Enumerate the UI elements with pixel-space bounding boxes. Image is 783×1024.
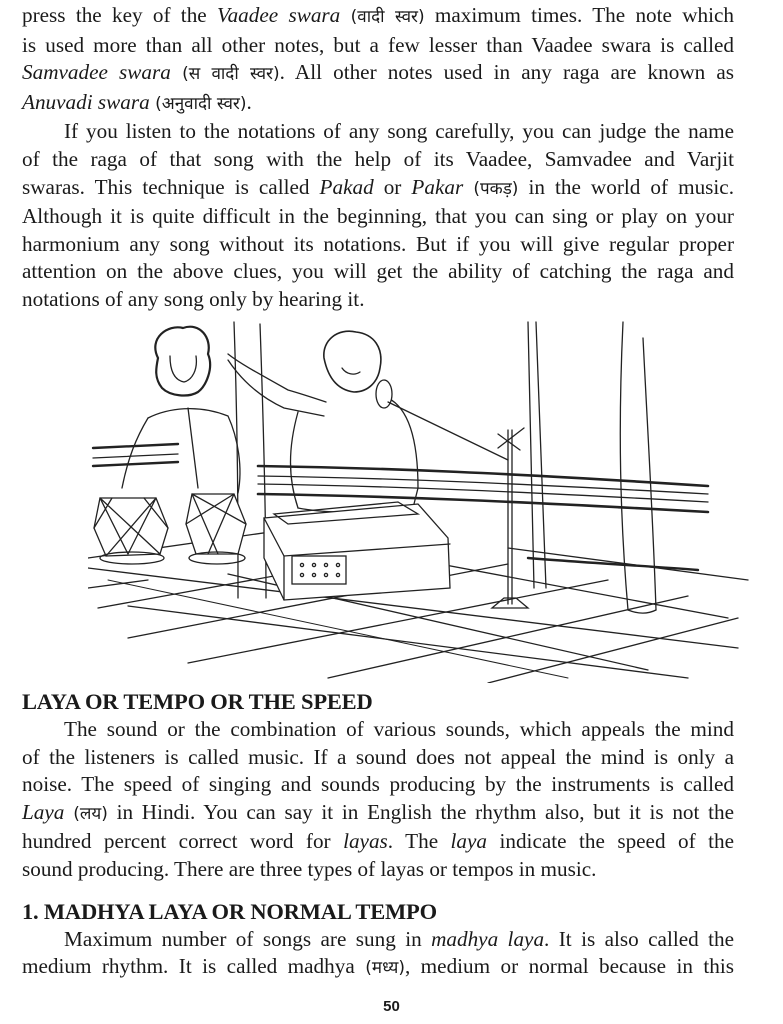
text-line: attention on the above clues, you will get the ability of catching the raga and [22, 259, 734, 284]
text: . It is also called the [544, 926, 735, 951]
text-line: notations of any song only by hearing it. [22, 286, 365, 311]
text-line: If you listen to the notations of any song carefully, you can judge the name [64, 119, 734, 144]
harmonium [264, 502, 450, 600]
text: or [373, 174, 412, 199]
text-line: sound producing. There are three types of layas or tempos in music. [22, 856, 597, 881]
devanagari-term: (स वादी स्वर) [170, 64, 280, 85]
text-line: is used more than all other notes, but a few lesser than Vaadee swara is called [22, 32, 734, 57]
text-line: of the listeners is called music. If a sound does not appeal the mind is only a [22, 744, 734, 769]
devanagari-term: (पकड़) [463, 178, 519, 199]
text: in the world of music. [518, 174, 735, 199]
text: press the key of the [22, 3, 217, 27]
musicians-illustration [88, 318, 768, 683]
devanagari-term: (अनुवादी स्वर) [149, 93, 247, 114]
italic-term: Pakad [319, 174, 374, 199]
text-line: noise. The speed of singing and sounds producing by the instruments is called [22, 772, 734, 797]
italic-term: Vaadee swara [216, 3, 341, 27]
text: maximum times. The note which [424, 3, 734, 27]
tabla-drum [94, 498, 168, 564]
devanagari-term: (लय) [64, 803, 108, 824]
italic-term: madhya laya [431, 926, 545, 951]
devanagari-term: (वादी स्वर) [340, 7, 425, 27]
text-line [22, 953, 734, 983]
paragraph-laya [22, 716, 734, 884]
text: . [246, 89, 252, 114]
text: . The [387, 829, 451, 854]
italic-term: layas [343, 829, 388, 854]
section-heading: LAYA OR TEMPO OR THE SPEED [22, 689, 373, 714]
text-line: harmonium any song without its notations. But if you will give regular proper [22, 231, 734, 256]
italic-term: Anuvadi swara [22, 89, 150, 114]
text: in Hindi. You can say it in English the rhythm also, but it is not the [107, 799, 734, 824]
text: medium rhythm. It is called madhya [22, 954, 355, 979]
italic-term: laya [450, 829, 488, 854]
italic-term: Pakar [411, 174, 464, 199]
text: Maximum number of songs are sung in [64, 926, 432, 951]
text-line [22, 2, 734, 32]
devanagari-term: (मध्य) [354, 958, 405, 979]
text: hundred percent correct word for [22, 829, 344, 854]
text-line [22, 828, 734, 856]
text-line: The sound or the combination of various sounds, which appeals the mind [64, 717, 734, 741]
text: . All other notes used in any raga are known as [279, 60, 735, 85]
text-line: Although it is quite difficult in the beginning, that you can sing or play on your [22, 204, 734, 229]
text: indicate the speed of the [487, 829, 734, 854]
paragraph-madhya [22, 926, 734, 983]
page-body [22, 2, 734, 314]
text-line [22, 59, 734, 89]
italic-term: Laya [22, 799, 65, 824]
text-line [22, 799, 734, 829]
text-line [22, 926, 734, 954]
text-line [22, 89, 734, 119]
bayan-drum [186, 494, 246, 564]
italic-term: Samvadee swara [22, 60, 171, 85]
paragraph-swaras [22, 2, 734, 118]
section-heading: 1. MADHYA LAYA OR NORMAL TEMPO [22, 898, 437, 924]
laya-section [22, 688, 734, 983]
text-line [22, 174, 734, 204]
text-line: of the raga of that song with the help of its Vaadee, Samvadee and Varjit [22, 146, 734, 171]
text: , medium or normal because in this [404, 954, 735, 979]
paragraph-pakad [22, 118, 734, 313]
text: swaras. This technique is called [22, 174, 320, 199]
page-number: 50 [383, 998, 400, 1015]
